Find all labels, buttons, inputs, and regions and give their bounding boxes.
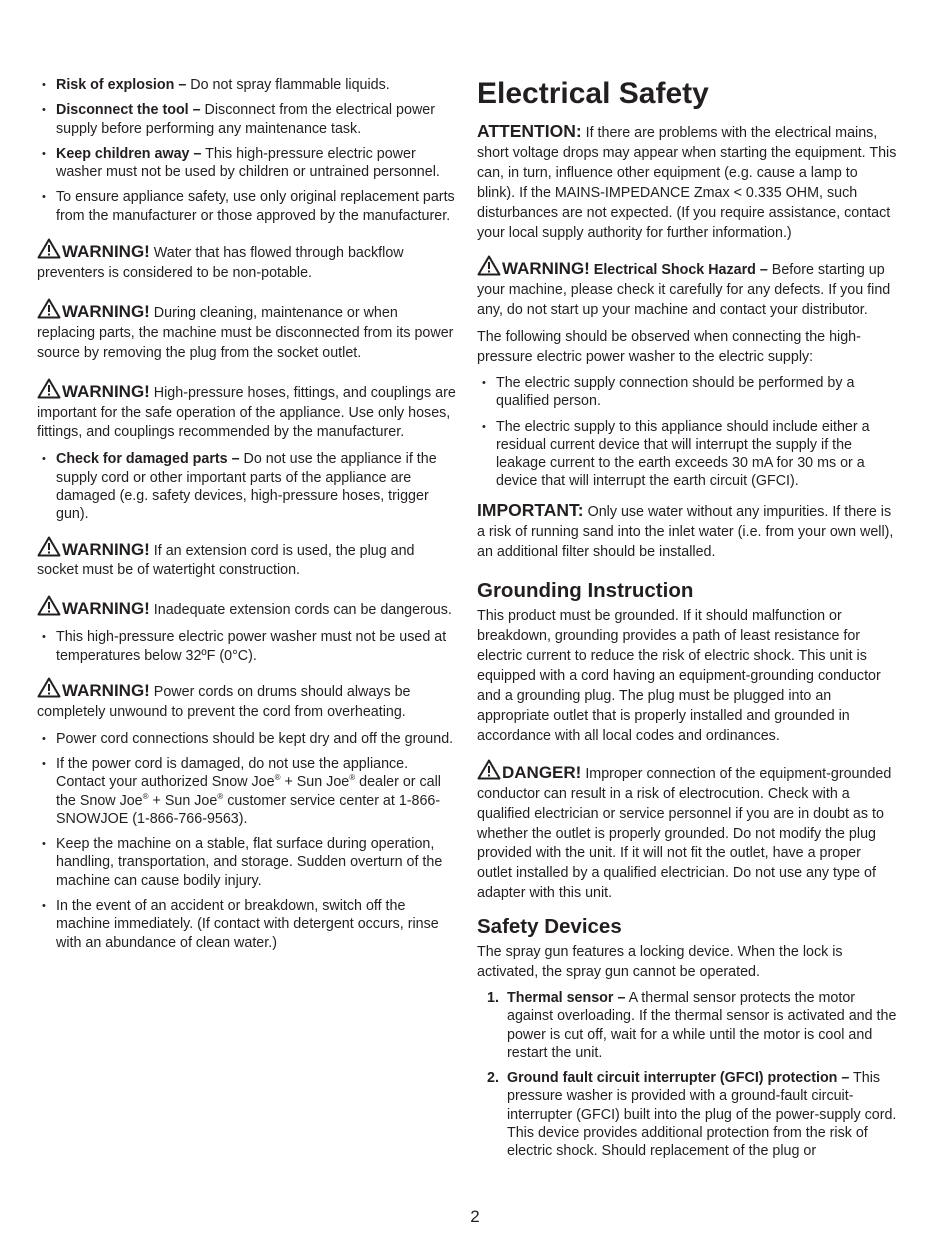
- warning-text: Water that has flowed through backflow preventers is considered to be non-potable.: [37, 245, 404, 281]
- warning-label: WARNING!: [62, 301, 150, 321]
- item-number: 1.: [487, 989, 499, 1006]
- list-item: [477, 418, 897, 491]
- warning-cord-drums: [37, 677, 457, 723]
- warning-disconnect: [37, 298, 457, 364]
- warning-label: WARNING!: [62, 381, 150, 401]
- observe-paragraph: The following should be observed when connecting the high-pressure electric power washer to the electric supply:: [477, 329, 861, 366]
- item-heading: Thermal sensor –: [507, 989, 626, 1006]
- list-item: [477, 989, 897, 1062]
- warning-triangle-icon: [37, 536, 61, 557]
- bullet-text: Do not use the appliance if the supply cord or other important parts of the appliance are damaged (e.g. safety devices, high-pressure hoses, trigger gun).: [56, 451, 437, 523]
- right-column: [477, 76, 897, 1161]
- list-item: [37, 755, 457, 828]
- electric-supply-bullets: [477, 374, 897, 491]
- bullet-text: customer service center at 1-866-SNOWJOE (1-866-766-9563).: [56, 792, 441, 827]
- bullet-heading: Disconnect the tool –: [56, 102, 201, 119]
- list-item: [37, 101, 457, 138]
- registered-mark: ®: [217, 791, 224, 801]
- warning-triangle-icon: [477, 759, 501, 780]
- list-item: [37, 730, 457, 748]
- bullet-heading: Keep children away –: [56, 145, 202, 162]
- warning-text: During cleaning, maintenance or when replacing parts, the machine must be disconnected from its power source by removing the plug from the socket outlet.: [37, 304, 454, 361]
- page-title: Electrical Safety: [477, 77, 709, 110]
- warning-backflow: [37, 238, 457, 284]
- warning-label: WARNING!: [62, 539, 150, 559]
- item-number: 2.: [487, 1070, 499, 1087]
- warning-text: High-pressure hoses, fittings, and couplings are important for the safe operation of the appliance. Use only hoses, fittings, and couplings recommended by the manufacturer.: [37, 384, 456, 441]
- attention-text: If there are problems with the electrical mains, short voltage drops may appear when starting the equipment. This can, in turn, influence other equipment (e.g. cause a lamp to blink). If the MAINS-IMPEDANCE Zmax < 0.335 OHM, such disturbances are not expected. (If you require assistance, contact your local supply authority for further information.): [477, 125, 897, 241]
- list-item: [477, 374, 897, 411]
- important-paragraph: [477, 501, 897, 563]
- warning-triangle-icon: [37, 238, 61, 259]
- damaged-parts-bullets: [37, 450, 457, 523]
- item-heading: Ground fault circuit interrupter (GFCI) protection –: [507, 1070, 850, 1087]
- warning-label: WARNING!: [502, 259, 590, 279]
- left-column: [37, 76, 457, 952]
- warning-label: WARNING!: [62, 242, 150, 262]
- bullet-text: + Sun Joe: [280, 774, 350, 791]
- bullet-text: Disconnect from the electrical power supply before performing any maintenance task.: [56, 102, 435, 137]
- shock-hazard-heading: Electrical Shock Hazard –: [589, 262, 768, 279]
- important-text: Only use water without any impurities. If there is a risk of running sand into the inlet water (i.e. from your own well), an additional filter should be installed.: [477, 503, 894, 560]
- list-item: [477, 1069, 897, 1160]
- bullet-text: + Sun Joe: [148, 792, 218, 809]
- warning-text: Before starting up your machine, please check it carefully for any defects. If you find any, do not start up your machine and contact your distributor.: [477, 262, 891, 319]
- list-item: [37, 450, 457, 523]
- warning-triangle-icon: [37, 677, 61, 698]
- page-number: 2: [470, 1207, 480, 1226]
- bullet-heading: Risk of explosion –: [56, 77, 187, 93]
- safety-bullets-top: [37, 76, 457, 225]
- list-item: [37, 145, 457, 182]
- list-item: [37, 76, 457, 94]
- danger-label: DANGER!: [502, 762, 582, 782]
- registered-mark: ®: [274, 773, 281, 783]
- item-text: A thermal sensor protects the motor against overloading. If the thermal sensor is activated and the power is cut off, wait for a while until the motor is cool and restart the unit.: [507, 989, 897, 1061]
- grounding-paragraph: This product must be grounded. If it should malfunction or breakdown, grounding provides a path of least resistance for electric current to reduce the risk of electric shock. This unit is equipped with a cord having an equipment-grounding conductor and a grounding plug. The plug must be plugged into an appropriate outlet that is properly installed and grounded in accordance with all local codes and ordinances.: [477, 608, 881, 744]
- warning-text: Inadequate extension cords can be dangerous.: [149, 602, 452, 619]
- bullet-text: The electric supply to this appliance should include either a residual current device that will interrupt the supply if the leakage current to the earth exceeds 30 mA for 30 ms or a device that will interrupt the earth circuit (GFCI).: [496, 418, 870, 490]
- list-item: [37, 835, 457, 890]
- warning-shock-hazard: [477, 255, 897, 321]
- bullet-text: Power cord connections should be kept dry and off the ground.: [56, 730, 454, 747]
- registered-mark: ®: [349, 773, 356, 783]
- temperature-bullets: [37, 628, 457, 665]
- bullet-text: dealer or call the Snow Joe: [56, 774, 441, 809]
- warning-triangle-icon: [477, 255, 501, 276]
- bullet-text: If the power cord is damaged, do not use the appliance. Contact your authorized Snow Joe: [56, 755, 409, 791]
- power-cord-bullets: [37, 730, 457, 952]
- bullet-text: In the event of an accident or breakdown, switch off the machine immediately. (If contact with detergent occurs, rinse with an abundance of clean water.): [56, 898, 439, 951]
- bullet-heading: Check for damaged parts –: [56, 451, 240, 468]
- registered-mark: ®: [142, 791, 149, 801]
- attention-paragraph: [477, 122, 897, 243]
- list-item: [37, 628, 457, 665]
- danger-text: Improper connection of the equipment-grounded conductor can result in a risk of electrocution. Check with a qualified electrician or service personnel if you are in doubt as to whether the outlet is properly grounded. Do not modify the plug provided with the unit. If it will not fit the outlet, have a proper outlet installed by a qualified electrician. Do not use any type of adapter with this unit.: [477, 765, 892, 902]
- safety-devices-list: [477, 989, 897, 1161]
- warning-inadequate-cords: [37, 595, 457, 621]
- warning-triangle-icon: [37, 298, 61, 319]
- danger-paragraph: [477, 759, 897, 904]
- warning-hoses: [37, 378, 457, 444]
- bullet-text: Do not spray flammable liquids.: [186, 77, 390, 93]
- safety-devices-paragraph: The spray gun features a locking device. When the lock is activated, the spray gun cannot be operated.: [477, 944, 843, 981]
- attention-label: ATTENTION:: [477, 121, 582, 141]
- bullet-text: To ensure appliance safety, use only original replacement parts from the manufacturer or those approved by the manufacturer.: [56, 189, 455, 224]
- list-item: [37, 188, 457, 225]
- warning-label: WARNING!: [62, 599, 150, 619]
- grounding-heading: Grounding Instruction: [477, 579, 694, 603]
- warning-triangle-icon: [37, 378, 61, 399]
- list-item: [37, 897, 457, 952]
- warning-label: WARNING!: [62, 680, 150, 700]
- warning-text: Power cords on drums should always be completely unwound to prevent the cord from overheating.: [37, 683, 411, 720]
- warning-extension-cord: [37, 536, 457, 582]
- safety-devices-heading: Safety Devices: [477, 915, 622, 939]
- bullet-text: Keep the machine on a stable, flat surface during operation, handling, transportation, and storage. Sudden overturn of the machine can cause bodily injury.: [56, 836, 443, 889]
- warning-triangle-icon: [37, 595, 61, 616]
- important-label: IMPORTANT:: [477, 499, 584, 520]
- bullet-text: This high-pressure electric power washer must not be used at temperatures below 32ºF (0°C).: [56, 629, 447, 664]
- bullet-text: This high-pressure electric power washer must not be used by children or untrained personnel.: [56, 145, 440, 181]
- bullet-text: The electric supply connection should be performed by a qualified person.: [496, 374, 855, 410]
- item-text: This pressure washer is provided with a ground-fault circuit-interrupter (GFCI) built into the plug of the power-supply cord. This device provides additional protection from the risk of electric shock. Should replacement of the plug or: [507, 1070, 897, 1160]
- warning-text: If an extension cord is used, the plug and socket must be of watertight construction.: [37, 542, 415, 579]
